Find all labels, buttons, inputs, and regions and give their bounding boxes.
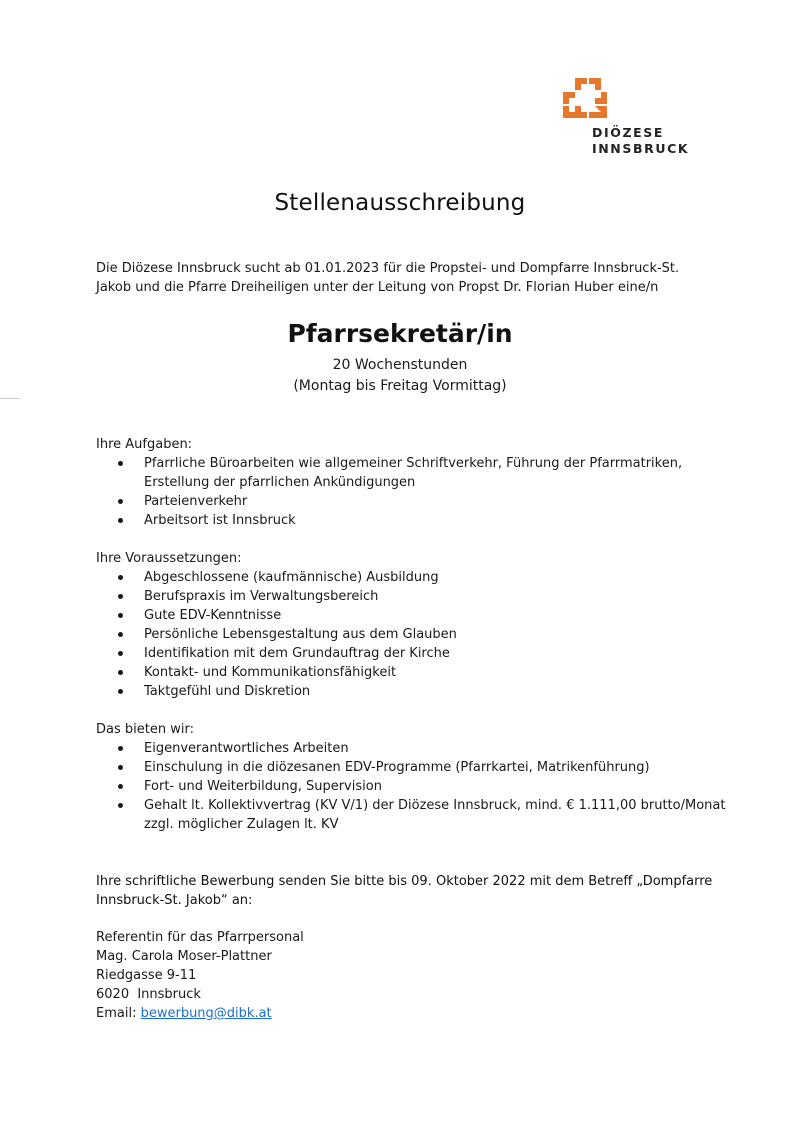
section-voraussetzungen (96, 549, 736, 701)
list-item-text: Gehalt lt. Kollektivvertrag (KV V/1) der Diözese Innsbruck, mind. € 1.111,00 brutto/Monat zzgl. möglicher Zulagen lt. KV (144, 798, 726, 832)
list-item (96, 796, 736, 834)
list-item-text: Kontakt- und Kommunikationsfähigkeit (144, 665, 397, 680)
angebot-list (96, 739, 736, 834)
bullet-icon (118, 461, 123, 466)
logo-segment (563, 106, 575, 118)
position-details (0, 355, 800, 397)
list-item (96, 511, 736, 530)
logo-segment (595, 92, 607, 104)
list-item-text: Persönliche Lebensgestaltung aus dem Glauben (144, 627, 457, 642)
logo-segment (575, 78, 587, 90)
logo-segment (595, 106, 607, 118)
logo-line-2: INNSBRUCK (592, 141, 690, 156)
list-item (96, 454, 736, 492)
bullet-icon (118, 518, 123, 523)
page-title: Stellenausschreibung (274, 190, 526, 216)
contact-street: Riedgasse 9-11 (96, 968, 197, 983)
intro-paragraph: Die Diözese Innsbruck sucht ab 01.01.2023 für die Propstei- und Dompfarre Innsbruck-St. Jakob und die Pfarre Dreiheiligen unter der Leitung von Propst Dr. Florian Huber eine/n (96, 261, 680, 295)
contact-city: 6020 Innsbruck (96, 987, 201, 1002)
list-item (96, 625, 736, 644)
list-item-text: Parteienverkehr (144, 494, 248, 509)
contact-email-line (96, 1004, 496, 1023)
list-item (96, 492, 736, 511)
voraussetzungen-list (96, 568, 736, 701)
list-item (96, 606, 736, 625)
section-aufgaben (96, 435, 736, 530)
bullet-icon (118, 803, 123, 808)
position-title: Pfarrsekretär/in (287, 319, 513, 348)
section-heading: Das bieten wir: (96, 722, 194, 737)
closing-paragraph: Ihre schriftliche Bewerbung senden Sie bitte bis 09. Oktober 2022 mit dem Betreff „Dompfarre Innsbruck-St. Jakob“ an: (96, 874, 713, 908)
section-angebot (96, 720, 736, 834)
list-item-text: Arbeitsort ist Innsbruck (144, 513, 296, 528)
bullet-icon (118, 765, 123, 770)
list-item-text: Taktgefühl und Diskretion (144, 684, 311, 699)
list-item (96, 644, 736, 663)
bullet-icon (118, 746, 123, 751)
position-schedule: (Montag bis Freitag Vormittag) (293, 378, 507, 394)
list-item (96, 758, 736, 777)
list-item (96, 587, 736, 606)
list-item-text: Eigenverantwortliches Arbeiten (144, 741, 349, 756)
margin-fold-mark (0, 398, 20, 399)
bullet-icon (118, 670, 123, 675)
bullet-icon (118, 689, 123, 694)
bullet-icon (118, 594, 123, 599)
email-link[interactable]: bewerbung@dibk.at (140, 1006, 272, 1021)
list-item-text: Abgeschlossene (kaufmännische) Ausbildung (144, 570, 439, 585)
list-item-text: Pfarrliche Büroarbeiten wie allgemeiner Schriftverkehr, Führung der Pfarrmatriken, Erstellung der pfarrlichen Ankündigungen (144, 456, 683, 490)
bullet-icon (118, 651, 123, 656)
list-item-text: Berufspraxis im Verwaltungsbereich (144, 589, 379, 604)
bullet-icon (118, 499, 123, 504)
list-item (96, 682, 736, 701)
logo-segment (589, 112, 595, 118)
aufgaben-list (96, 454, 736, 530)
position-hours: 20 Wochenstunden (332, 357, 468, 373)
section-heading: Ihre Aufgaben: (96, 437, 193, 452)
bullet-icon (118, 784, 123, 789)
logo-line-1: DIÖZESE (592, 125, 664, 140)
contact-role: Referentin für das Pfarrpersonal (96, 930, 304, 945)
list-item-text: Gute EDV-Kenntnisse (144, 608, 282, 623)
logo-segment (589, 78, 601, 90)
logo-segment (575, 106, 587, 118)
list-item-text: Einschulung in die diözesanen EDV-Programme (Pfarrkartei, Matrikenführung) (144, 760, 650, 775)
list-item (96, 777, 736, 796)
section-heading: Ihre Voraussetzungen: (96, 551, 242, 566)
list-item (96, 739, 736, 758)
bullet-icon (118, 613, 123, 618)
cross-logo-icon (561, 76, 609, 120)
bullet-icon (118, 632, 123, 637)
contact-name: Mag. Carola Moser-Plattner (96, 949, 272, 964)
list-item (96, 663, 736, 682)
bullet-icon (118, 575, 123, 580)
email-label: Email: (96, 1006, 141, 1021)
list-item-text: Fort- und Weiterbildung, Supervision (144, 779, 382, 794)
contact-block (96, 928, 496, 1023)
logo-segment (563, 92, 575, 104)
list-item (96, 568, 736, 587)
logo-wordmark (592, 125, 702, 157)
list-item-text: Identifikation mit dem Grundauftrag der Kirche (144, 646, 450, 661)
